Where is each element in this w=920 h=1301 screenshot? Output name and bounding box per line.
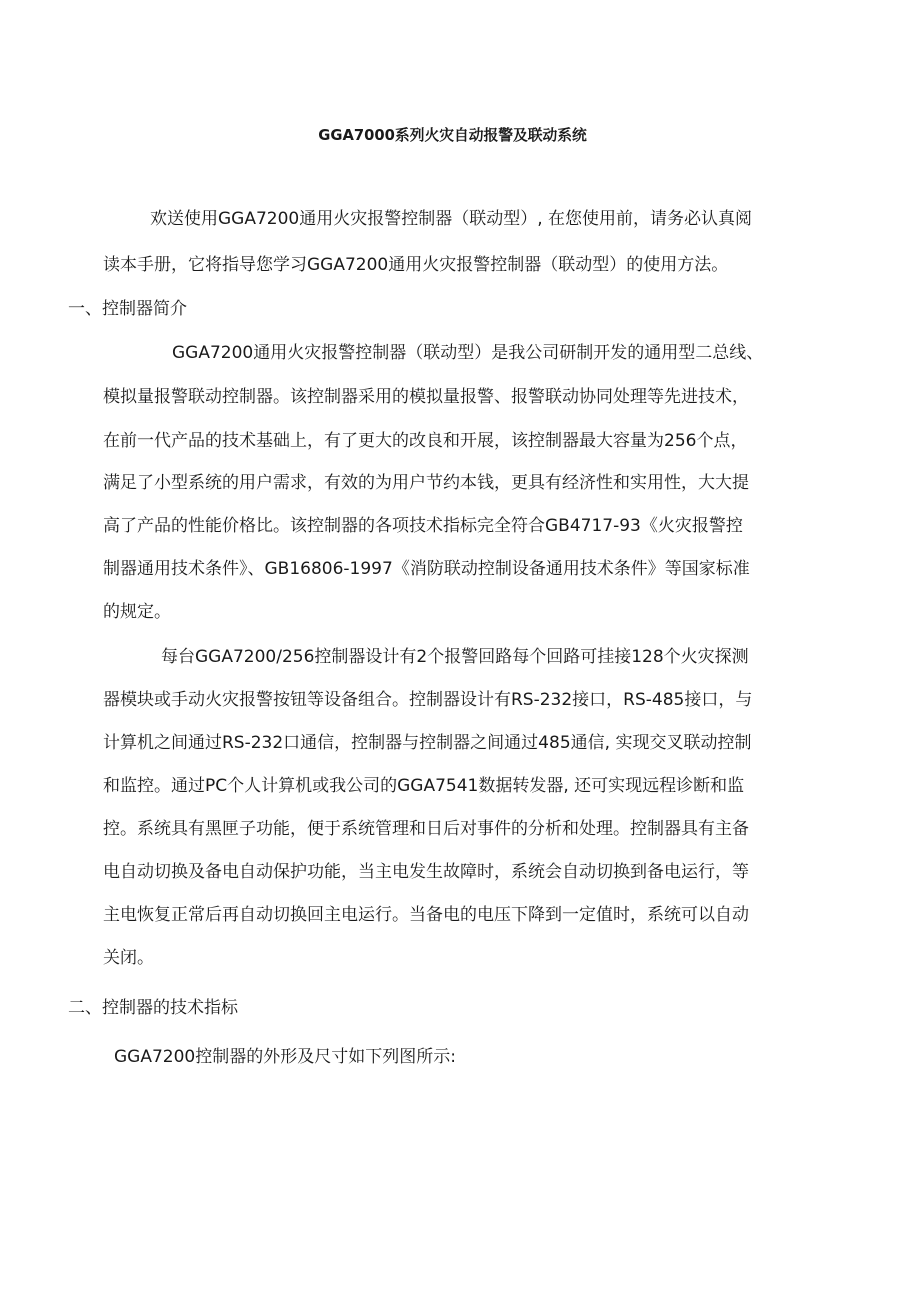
s1-p2-line-1: 每台GGA7200/256控制器设计有2个报警回路每个回路可挂接128个火灾探测 (161, 647, 749, 667)
s1-p2-line-4: 和监控。通过PC个人计算机或我公司的GGA7541数据转发器, 还可实现远程诊断和监 (103, 776, 745, 796)
s1-p1-line-1: GGA7200通用火灾报警控制器（联动型）是我公司研制开发的通用型二总线、 (172, 343, 764, 363)
s1-p1-line-3: 在前一代产品的技术基础上，有了更大的改良和开展，该控制器最大容量为256个点， (103, 431, 748, 451)
s1-p2-line-7: 主电恢复正常后再自动切换回主电运行。当备电的电压下降到一定值时，系统可以自动 (103, 905, 749, 925)
s1-p2-line-2: 器模块或手动火灾报警按钮等设备组合。控制器设计有RS-232接口，RS-485接口，与 (103, 690, 753, 710)
s1-p2-line-5: 控。系统具有黑匣子功能，便于系统管理和日后对事件的分析和处理。控制器具有主备 (103, 819, 749, 839)
s1-p1-line-2: 模拟量报警联动控制器。该控制器采用的模拟量报警、报警联动协同处理等先进技术， (103, 387, 749, 407)
s1-p1-line-5: 高了产品的性能价格比。该控制器的各项技术指标完全符合GB4717-93《火灾报警控 (103, 516, 743, 536)
s1-p2-line-3: 计算机之间通过RS-232口通信，控制器与控制器之间通过485通信, 实现交叉联动控制 (103, 733, 752, 753)
intro-line-2: 读本手册，它将指导您学习GGA7200通用火灾报警控制器（联动型）的使用方法。 (103, 255, 729, 275)
s1-p2-line-8: 关闭。 (103, 948, 154, 968)
s1-p1-line-7: 的规定。 (103, 602, 171, 622)
document-title: GGA7000系列火灾自动报警及联动系统 (318, 126, 587, 144)
s1-p1-line-6: 制器通用技术条件》、GB16806-1997《消防联动控制设备通用技术条件》等国家标准 (103, 559, 750, 579)
intro-line-1: 欢送使用GGA7200通用火灾报警控制器（联动型）, 在您使用前，请务必认真阅 (150, 209, 753, 229)
s2-line-1: GGA7200控制器的外形及尺寸如下列图所示: (114, 1047, 456, 1067)
s1-p1-line-4: 满足了小型系统的用户需求，有效的为用户节约本钱，更具有经济性和实用性，大大提 (103, 473, 749, 493)
section1-heading: 一、控制器简介 (68, 299, 187, 319)
section2-heading: 二、控制器的技术指标 (68, 998, 238, 1018)
s1-p2-line-6: 电自动切换及备电自动保护功能，当主电发生故障时，系统会自动切换到备电运行，等 (103, 862, 749, 882)
